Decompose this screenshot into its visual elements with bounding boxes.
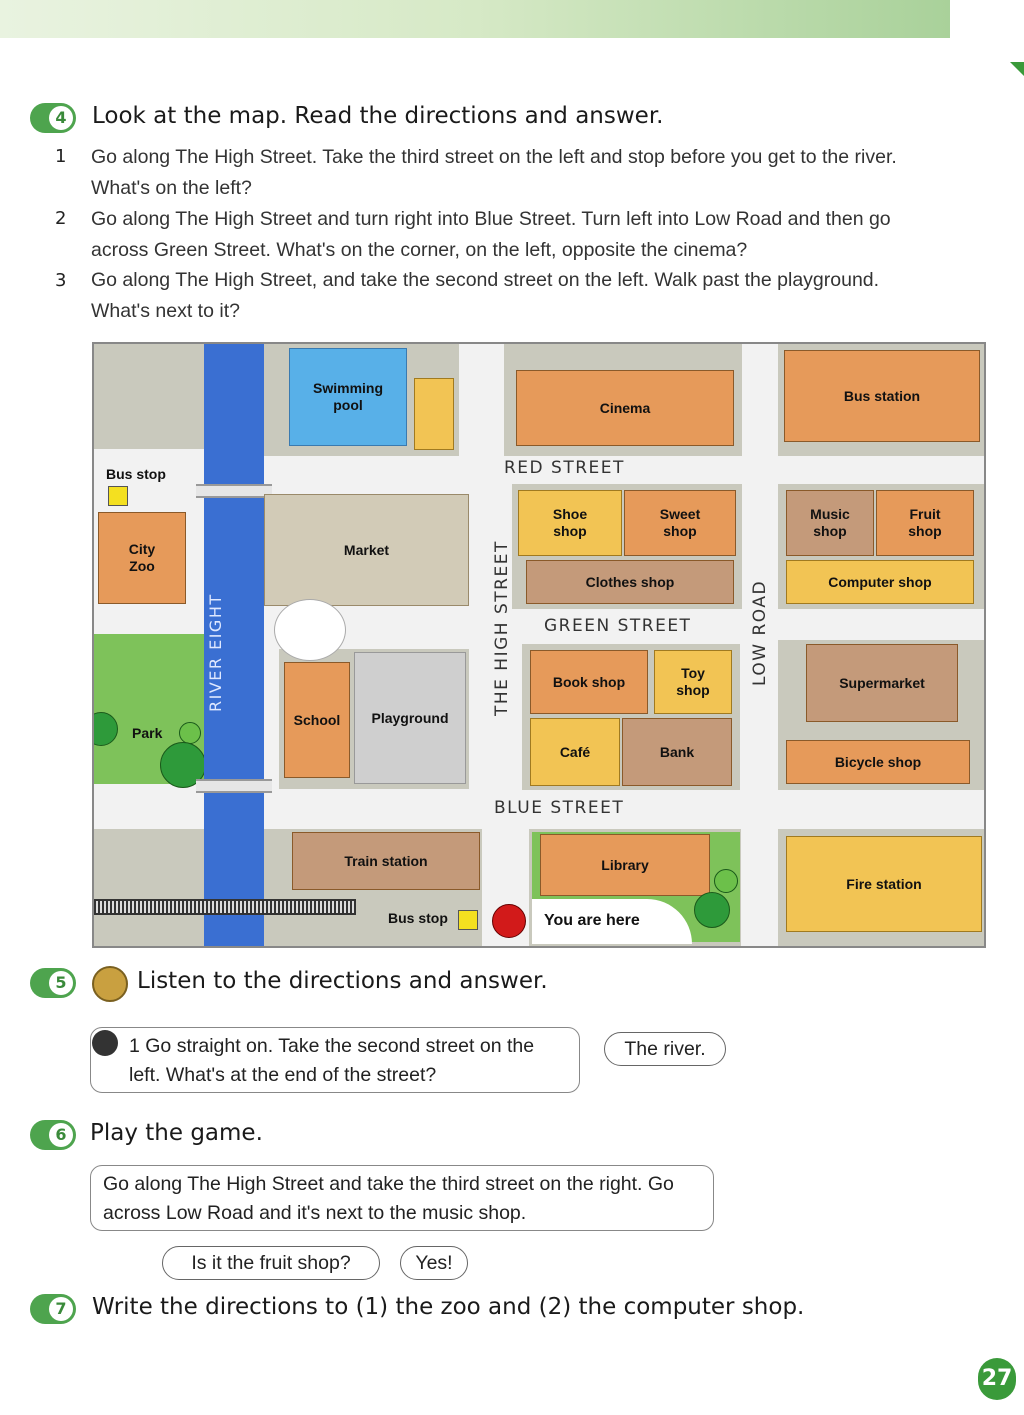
- speech-bubble: [90, 1027, 580, 1093]
- roundabout: [274, 599, 346, 661]
- exercise-6-badge: [30, 1120, 76, 1150]
- cinema: [516, 370, 734, 446]
- exercise-number: 4: [49, 106, 73, 130]
- bus-stop-label: Bus stop: [388, 910, 448, 926]
- bus-stop-icon: [458, 910, 478, 930]
- clothes-shop: [526, 560, 734, 604]
- low-road-label: LOW ROAD: [750, 579, 770, 686]
- city-zoo-label: City Zoo: [128, 541, 156, 574]
- cinema-label: Cinema: [599, 399, 651, 416]
- audio-cd-icon[interactable]: [92, 966, 128, 1002]
- green-street-label: GREEN STREET: [544, 616, 692, 636]
- you-are-here-label: You are here: [544, 912, 640, 929]
- river-label: RIVER EIGHT: [206, 593, 225, 712]
- park-label: Park: [132, 725, 163, 741]
- library-label: Library: [601, 856, 649, 873]
- question-bubble: Is it the fruit shop?: [162, 1246, 380, 1280]
- market: [264, 494, 469, 606]
- sweet-shop: [624, 490, 736, 556]
- exercise-5-badge: [30, 968, 76, 998]
- tree-icon: [714, 869, 738, 893]
- cafe: [530, 718, 620, 786]
- bank-label: Bank: [659, 743, 695, 760]
- bus-station-label: Bus station: [843, 387, 921, 404]
- city-zoo: [98, 512, 186, 604]
- clothes-shop-label: Clothes shop: [585, 573, 675, 590]
- fruit-shop: [876, 490, 974, 556]
- question-text: Go along The High Street. Take the third street on the left and stop before you get to the river. What's on the left?: [91, 146, 897, 199]
- audio-cd-icon[interactable]: [92, 1030, 118, 1056]
- answer-bubble: Yes!: [400, 1246, 468, 1280]
- exercise-7-heading: Write the directions to (1) the zoo and (2) the computer shop.: [92, 1294, 805, 1320]
- question-text: Go along The High Street, and take the second street on the left. Walk past the playground. What's next to it?: [91, 269, 880, 322]
- exercise-4-heading: Look at the map. Read the directions and answer.: [92, 103, 664, 129]
- red-street-label: RED STREET: [504, 458, 625, 478]
- town-map: [92, 342, 986, 948]
- train-station: [292, 832, 480, 890]
- shoe-shop-label: Shoe shop: [552, 506, 588, 539]
- bridge: [196, 484, 272, 498]
- fire-station-label: Fire station: [846, 875, 922, 892]
- top-banner: [0, 0, 950, 38]
- playground-label: Playground: [371, 709, 449, 726]
- exercise-5-heading: Listen to the directions and answer.: [137, 968, 548, 994]
- book-shop-label: Book shop: [552, 673, 626, 690]
- bridge: [196, 779, 272, 793]
- bank: [622, 718, 732, 786]
- cafe-label: Café: [559, 743, 591, 760]
- bicycle-shop-label: Bicycle shop: [834, 753, 922, 770]
- sweet-shop-label: Sweet shop: [659, 506, 701, 539]
- question-number: 3: [55, 270, 67, 291]
- bus-stop-icon: [108, 486, 128, 506]
- book-shop: [530, 650, 648, 714]
- playground: [354, 652, 466, 784]
- music-shop-label: Music shop: [810, 506, 850, 539]
- small-building: [414, 378, 454, 450]
- toy-shop: [654, 650, 732, 714]
- exercise-number: 6: [49, 1123, 73, 1147]
- blue-street-label: BLUE STREET: [494, 798, 625, 818]
- answer-bubble: The river.: [604, 1032, 726, 1066]
- exercise-number: 7: [49, 1297, 73, 1321]
- city-block: [94, 344, 204, 449]
- question-text: Go along The High Street and turn right into Blue Street. Turn left into Low Road and then go across Green Street. What's on the corner, on the left, opposite the cinema?: [91, 208, 891, 261]
- music-shop: [786, 490, 874, 556]
- bicycle-shop: [786, 740, 970, 784]
- library: [540, 834, 710, 896]
- school: [284, 662, 350, 778]
- supermarket: [806, 644, 958, 722]
- question-number: 1: [55, 146, 67, 167]
- you-are-here-marker: [492, 904, 526, 938]
- exercise-number: 5: [49, 971, 73, 995]
- toy-shop-label: Toy shop: [676, 665, 710, 698]
- exercise-7-badge: [30, 1294, 76, 1324]
- bus-stop-label: Bus stop: [106, 466, 166, 482]
- tree-icon: [179, 722, 201, 744]
- exercise-4-badge: [30, 103, 76, 133]
- computer-shop-label: Computer shop: [828, 573, 932, 590]
- speech-bubble: Go along The High Street and take the third street on the right. Go across Low Road and it's next to the music shop.: [90, 1165, 714, 1231]
- swimming-pool: [289, 348, 407, 446]
- railway-track: [94, 899, 356, 915]
- market-label: Market: [343, 541, 390, 558]
- shoe-shop: [518, 490, 622, 556]
- computer-shop: [786, 560, 974, 604]
- question-number: 2: [55, 208, 67, 229]
- page-number: 27: [978, 1358, 1016, 1400]
- high-street-label: THE HIGH STREET: [492, 540, 512, 716]
- swimming-pool-label: Swimming pool: [313, 380, 384, 413]
- tree-icon: [694, 892, 730, 928]
- corner-triangle: [1010, 62, 1024, 76]
- fruit-shop-label: Fruit shop: [908, 506, 942, 539]
- train-station-label: Train station: [344, 852, 428, 869]
- school-label: School: [293, 711, 341, 728]
- supermarket-label: Supermarket: [839, 674, 925, 691]
- exercise-6-heading: Play the game.: [90, 1120, 263, 1146]
- fire-station: [786, 836, 982, 932]
- bus-station: [784, 350, 980, 442]
- speech-text: 1 Go straight on. Take the second street on the left. What's at the end of the street?: [129, 1035, 535, 1086]
